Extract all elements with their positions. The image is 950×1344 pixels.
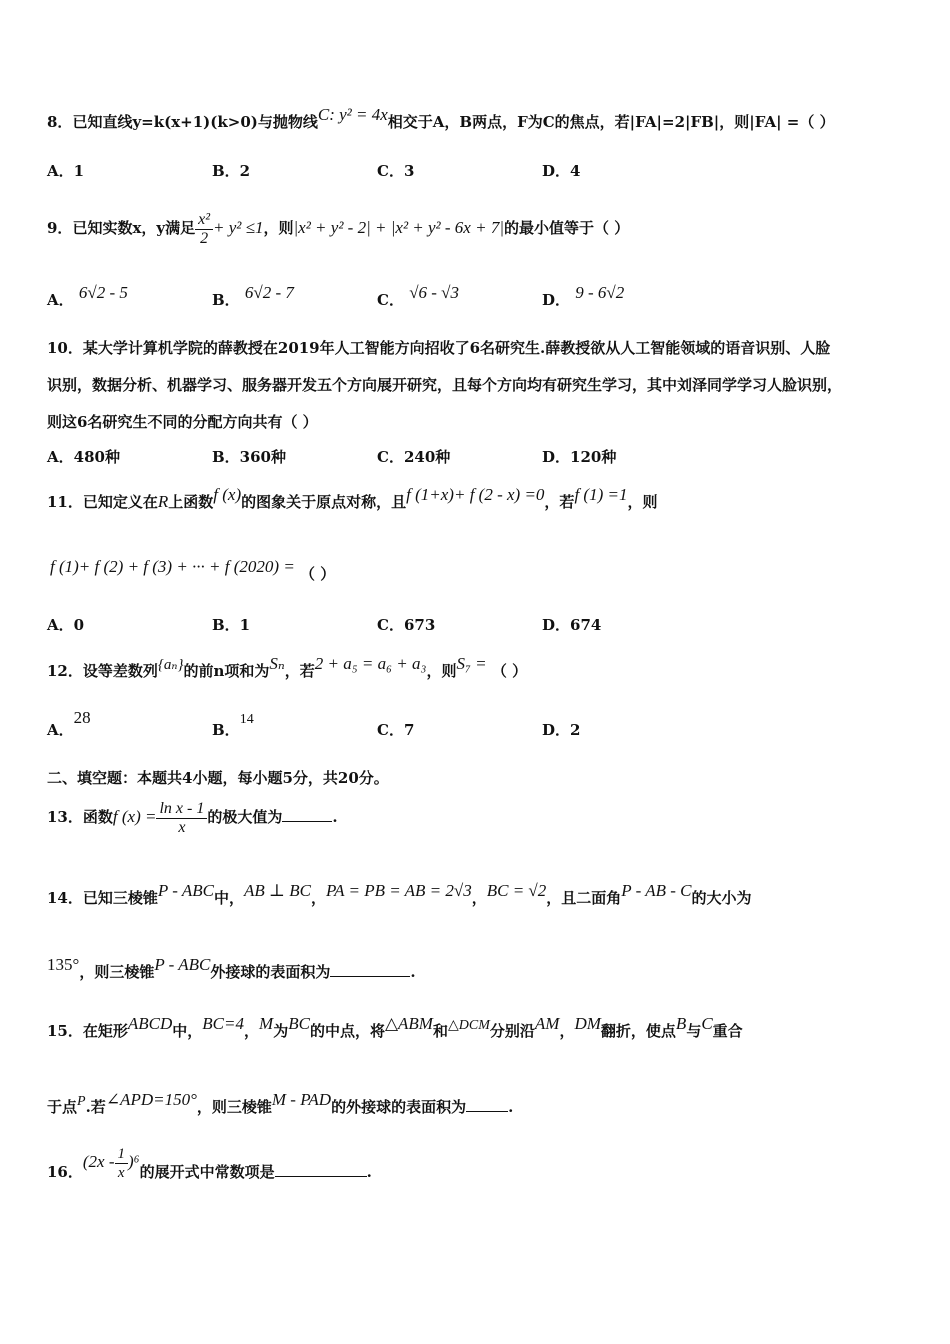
q10-line-1: 10．某大学计算机学院的薛教授在2019年人工智能方向招收了6名研究生.薛教授欲从人工智能领域的语音识别、人脸 — [47, 339, 831, 357]
q16-frac-den: x — [117, 1164, 125, 1181]
question-15 — [47, 1014, 743, 1043]
q15-text-6: 翻折，使点 — [600, 1022, 676, 1040]
q11-option-b: B．1 — [212, 616, 251, 634]
q9-condition-rest: + y² ≤1 — [213, 218, 264, 237]
q12-option-b-value: 14 — [239, 712, 254, 727]
q13-text-2: 的极大值为 — [207, 808, 283, 826]
q11-sum: f (1)+ f (2) + f (3) + ··· + f (2020) = — [50, 557, 295, 576]
q14-text-1: 已知三棱锥 — [82, 889, 158, 907]
question-13 — [47, 796, 338, 838]
question-16 — [47, 1145, 372, 1196]
q10-line-2: 识别，数据分析、机器学习、服务器开发五个方向展开研究，且每个方向均有研究生学习，其中刘泽同学学习人脸识别， — [47, 376, 843, 394]
q15-comma-2: ， — [559, 1022, 575, 1040]
q13-frac-den: x — [178, 818, 186, 836]
q8-curve: C: y² = 4x — [317, 105, 388, 124]
q15-angle: ∠APD=150° — [105, 1090, 197, 1109]
q13-answer-blank[interactable] — [282, 807, 332, 822]
q11-equation-1: f (1+x)+ f (2 - x) =0 — [406, 485, 545, 504]
q10-option-a: A．480种 — [47, 448, 120, 466]
q11-fx: f (x) — [213, 485, 242, 504]
q11-text-4: ，若 — [544, 493, 575, 511]
q14-answer-blank[interactable] — [330, 962, 410, 977]
question-14 — [47, 881, 752, 908]
q13-fraction — [156, 800, 207, 837]
q9-option-a-label: A． — [47, 291, 74, 309]
q16-answer-blank[interactable] — [275, 1162, 367, 1177]
q15-bc: BC=4 — [202, 1014, 244, 1033]
q9-option-d-label: D． — [542, 291, 571, 309]
q15-text-8: 于点 — [47, 1098, 78, 1116]
q15-answer-blank[interactable] — [466, 1097, 508, 1112]
q14-pyramid: P - ABC — [157, 881, 214, 900]
q12-S7: S₇ = — [456, 654, 487, 673]
q12-option-b-label: B． — [212, 721, 240, 739]
q9-option-d-value: 9 - 6√2 — [575, 283, 625, 302]
q12-number: 12． — [47, 662, 83, 680]
q8-option-c: C．3 — [377, 162, 415, 180]
q14-number: 14． — [47, 889, 83, 907]
q9-option-b-value: 6√2 - 7 — [244, 283, 294, 302]
q14-text-2: 中， — [213, 889, 244, 907]
q15-P: P — [77, 1094, 86, 1109]
q16-frac-num: 1 — [115, 1145, 129, 1164]
q8-option-b: B．2 — [212, 162, 251, 180]
q9-cond-den: 2 — [200, 229, 209, 247]
q15-text-2: 中， — [172, 1022, 203, 1040]
q9-stem: 已知实数x，y满足 — [72, 219, 196, 237]
q11-text-2: 上函数 — [168, 493, 214, 511]
q14-text-4: 的大小为 — [691, 889, 752, 907]
q12-text-1: 设等差数列 — [82, 662, 158, 680]
q16-text-1: 的展开式中常数项是 — [139, 1163, 275, 1181]
q12-option-c: C．7 — [377, 721, 415, 739]
q14-cond-3: BC = √2 — [486, 881, 547, 900]
q15-text-1: 在矩形 — [82, 1022, 128, 1040]
q9-number: 9． — [47, 219, 73, 237]
q15-number: 15． — [47, 1022, 83, 1040]
q14-text-3: ，且二面角 — [546, 889, 622, 907]
q12-option-d: D．2 — [542, 721, 581, 739]
q9-tail: 的最小值等于（ ） — [504, 219, 630, 237]
q12-option-a-value: 28 — [73, 708, 91, 727]
q11-R: R — [157, 492, 169, 511]
q15-triangle-2: △DCM — [447, 1018, 490, 1033]
q8-rest: 相交于A，B两点，F为C的焦点，若|FA|=2|FB|，则|FA| =（ ） — [387, 113, 835, 131]
q9-option-b — [212, 283, 294, 310]
q15-C: C — [701, 1014, 713, 1033]
q16-expr-b: )⁶ — [128, 1152, 140, 1171]
q9-option-c-value: √6 - √3 — [409, 283, 460, 302]
q15-text-4: 的中点，将 — [309, 1022, 385, 1040]
q16-expr-a: (2x - — [82, 1152, 115, 1171]
q8-number: 8． — [47, 113, 73, 131]
q14-text-5: ，则三棱锥 — [79, 963, 155, 981]
q10-option-c: C．240种 — [377, 448, 451, 466]
q11-sum-line — [50, 557, 336, 584]
q14-cond-2: PA = PB = AB = 2√3 — [325, 881, 472, 900]
q8-stem: 已知直线y=k(x+1)(k>0)与抛物线 — [72, 113, 318, 131]
q15-and: 和 — [432, 1022, 448, 1040]
q16-fraction — [115, 1145, 129, 1182]
q11-option-a: A．0 — [47, 616, 85, 634]
q14-sep-2: ， — [471, 889, 487, 907]
q13-frac-num: ln x - 1 — [156, 800, 207, 819]
q14-angle: 135° — [47, 955, 80, 974]
q14-text-6: 外接球的表面积为 — [210, 963, 331, 981]
q11-text-1: 已知定义在 — [82, 493, 158, 511]
q11-text-5: ，则 — [627, 493, 658, 511]
q12-paren: （ ） — [491, 662, 528, 680]
q12-text-2: 的前n项和为 — [183, 662, 270, 680]
q9-mid: ，则 — [263, 219, 294, 237]
q9-cond-num: x² — [195, 211, 213, 230]
q14-sep-1: ， — [310, 889, 326, 907]
q15-DM: DM — [574, 1014, 601, 1033]
q15-line-2 — [47, 1090, 514, 1119]
q15-pyramid: M - PAD — [271, 1090, 332, 1109]
q10-option-b: B．360种 — [212, 448, 286, 466]
q12-text-4: ，则 — [426, 662, 457, 680]
q12-equation: 2 + a₅ = a₆ + a₃ — [314, 654, 427, 673]
q8-option-d: D．4 — [542, 162, 581, 180]
q12-option-a-label: A． — [47, 721, 74, 739]
q9-expression: |x² + y² - 2| + |x² + y² - 6x + 7| — [293, 218, 505, 237]
q11-option-c: C．673 — [377, 616, 436, 634]
q15-B: B — [675, 1014, 687, 1033]
q15-comma-1: ， — [244, 1022, 260, 1040]
q9-option-a — [47, 283, 128, 310]
q11-text-3: 的图象关于原点对称，且 — [241, 493, 407, 511]
section-2-title: 二、填空题：本题共4小题，每小题5分，共20分。 — [47, 769, 389, 787]
q13-f: f (x) = — [112, 807, 157, 826]
q11-number: 11． — [47, 493, 83, 511]
q12-sequence: {aₙ} — [157, 657, 184, 673]
q13-end: . — [332, 808, 338, 826]
q9-option-b-label: B． — [212, 291, 240, 309]
q15-text-5: 分别沿 — [489, 1022, 535, 1040]
q9-option-c-label: C． — [377, 291, 404, 309]
question-12 — [47, 654, 528, 682]
q16-number: 16． — [47, 1163, 83, 1181]
q16-end: . — [366, 1163, 372, 1181]
q15-rect: ABCD — [127, 1014, 173, 1033]
q12-Sn: Sₙ — [269, 654, 285, 673]
q15-triangle-1: △ABM — [384, 1014, 433, 1033]
question-11 — [47, 485, 658, 512]
q12-text-3: ，若 — [284, 662, 315, 680]
q15-text-3: 为 — [273, 1022, 289, 1040]
q12-option-b — [212, 712, 254, 742]
q11-option-d: D．674 — [542, 616, 602, 634]
q11-paren: （ ） — [300, 565, 336, 583]
q8-option-a: A．1 — [47, 162, 85, 180]
q15-M: M — [259, 1014, 274, 1033]
q14-cond-1: AB ⊥ BC — [243, 881, 311, 900]
q15-BC: BC — [288, 1014, 310, 1033]
q15-text-11: 的外接球的表面积为 — [331, 1098, 467, 1116]
q15-yu: 与 — [686, 1022, 702, 1040]
q15-text-10: ，则三棱锥 — [196, 1098, 272, 1116]
q15-end: . — [508, 1098, 514, 1116]
q14-line-2 — [47, 955, 416, 982]
q14-end: . — [410, 963, 416, 981]
question-9 — [47, 205, 629, 251]
q9-option-a-value: 6√2 - 5 — [78, 283, 128, 302]
q15-text-7: 重合 — [712, 1022, 743, 1040]
q12-option-a — [47, 708, 91, 740]
q16-expression — [83, 1138, 140, 1186]
q13-text-1: 函数 — [82, 808, 113, 826]
q15-text-9: .若 — [85, 1098, 106, 1116]
q9-condition-fraction — [195, 211, 213, 248]
q14-pyramid-2: P - ABC — [154, 955, 211, 974]
q10-option-d: D．120种 — [542, 448, 617, 466]
q13-number: 13． — [47, 808, 83, 826]
q9-option-c — [377, 283, 460, 310]
q9-option-d — [542, 283, 625, 310]
question-8 — [47, 105, 835, 132]
q10-line-3: 则这6名研究生不同的分配方向共有（ ） — [47, 413, 318, 431]
q11-equation-2: f (1) =1 — [574, 485, 628, 504]
q15-AM: AM — [534, 1014, 560, 1033]
q14-dihedral: P - AB - C — [621, 881, 692, 900]
